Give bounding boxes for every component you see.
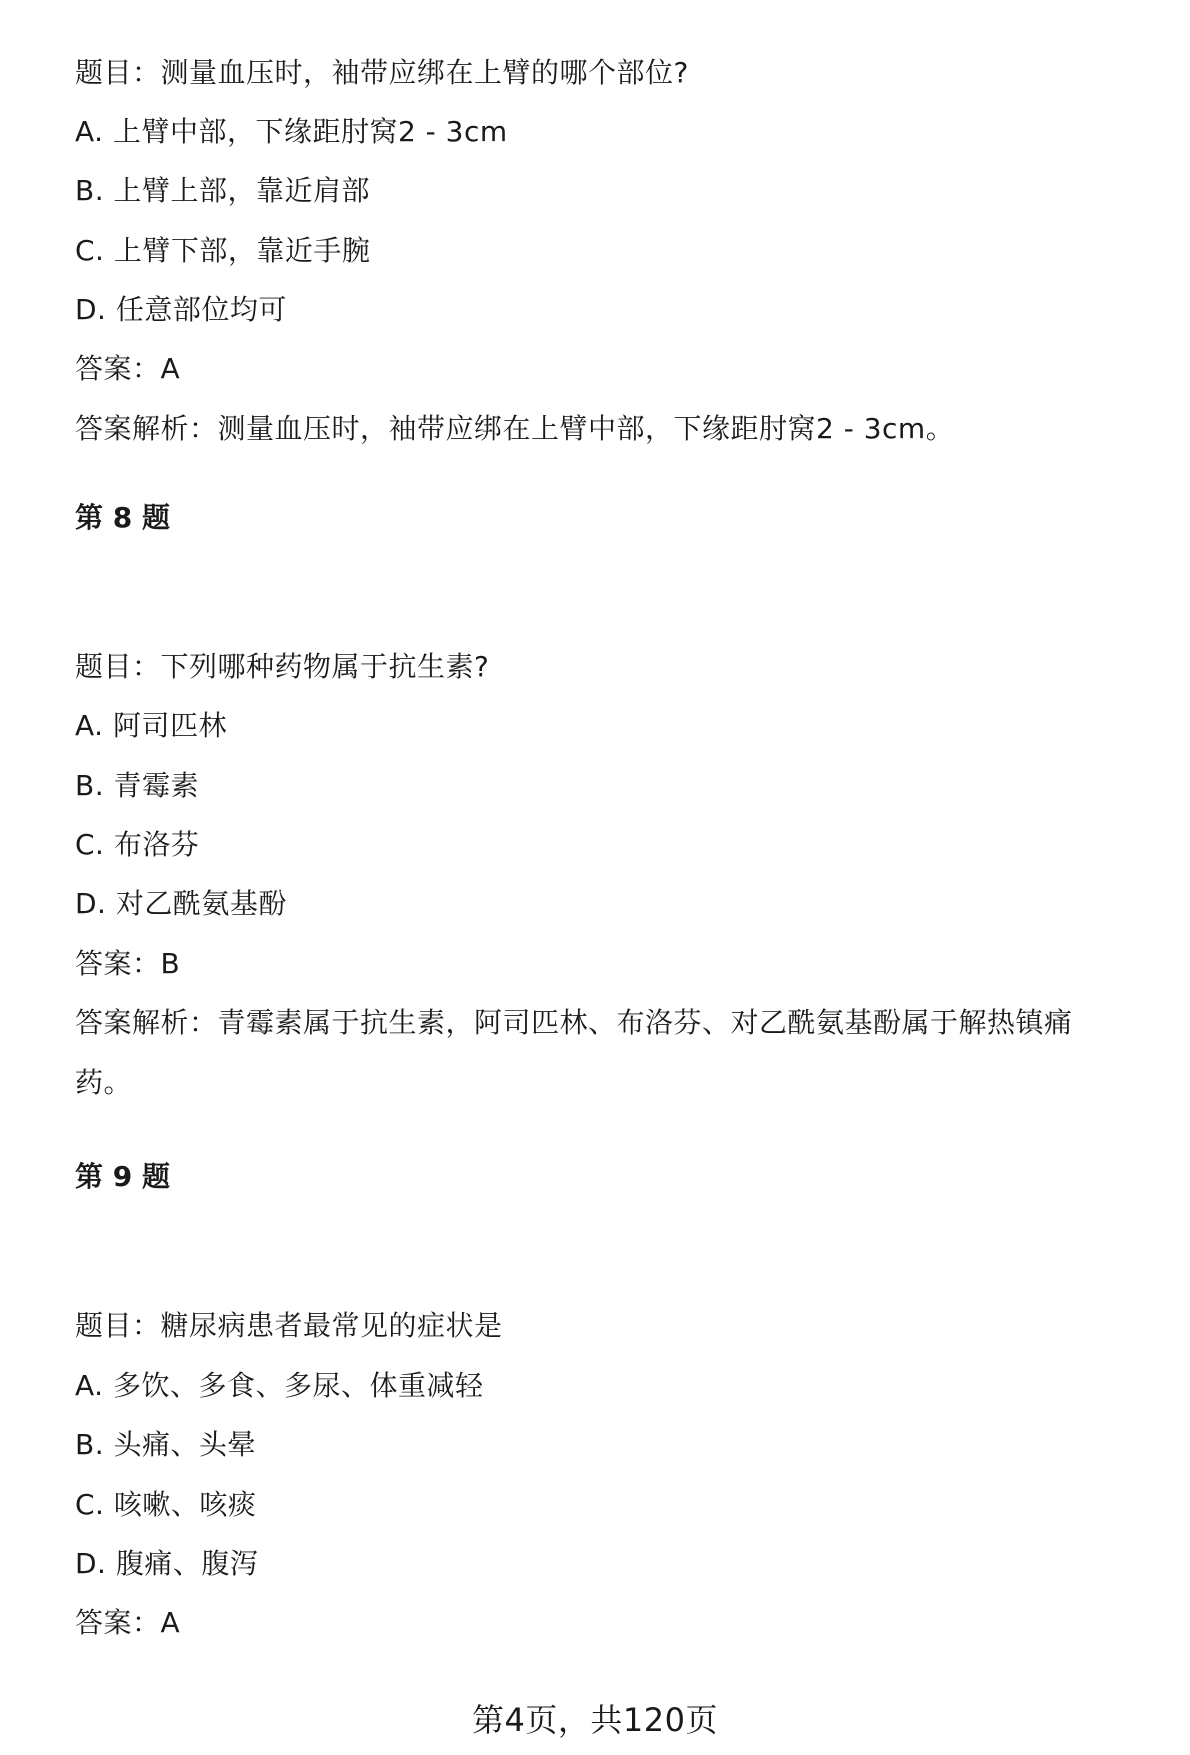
question-9-answer: 答案：A: [75, 1606, 181, 1639]
question-9-option-b: B. 头痛、头晕: [75, 1428, 257, 1461]
question-9-option-d: D. 腹痛、腹泻: [75, 1547, 259, 1580]
question-9-text: 题目：糖尿病患者最常见的症状是: [75, 1309, 503, 1342]
question-7-analysis: 答案解析：测量血压时，袖带应绑在上臂中部，下缘距肘窝2 - 3cm。: [75, 412, 955, 445]
question-7-text: 题目：测量血压时，袖带应绑在上臂的哪个部位?: [75, 56, 689, 89]
question-8-answer: 答案：B: [75, 947, 181, 980]
question-8-heading: 第 8 题: [75, 501, 170, 534]
question-7-option-d: D. 任意部位均可: [75, 293, 287, 326]
question-7-option-a: A. 上臂中部，下缘距肘窝2 - 3cm: [75, 115, 508, 148]
page-number: 第4页，共120页: [472, 1701, 718, 1739]
question-9-heading: 第 9 题: [75, 1160, 170, 1193]
question-8-option-d: D. 对乙酰氨基酚: [75, 887, 287, 920]
question-9-option-a: A. 多饮、多食、多尿、体重减轻: [75, 1369, 484, 1402]
question-7-answer: 答案：A: [75, 352, 181, 385]
question-8-option-b: B. 青霉素: [75, 769, 200, 802]
question-8-analysis: 答案解析：青霉素属于抗生素，阿司匹林、布洛芬、对乙酰氨基酚属于解热镇痛药。: [75, 1006, 1073, 1099]
question-8-option-a: A. 阿司匹林: [75, 709, 227, 742]
question-9-option-c: C. 咳嗽、咳痰: [75, 1488, 257, 1521]
question-8-option-c: C. 布洛芬: [75, 828, 200, 861]
question-8-text: 题目：下列哪种药物属于抗生素?: [75, 650, 490, 683]
question-7-option-b: B. 上臂上部，靠近肩部: [75, 174, 371, 207]
question-7-option-c: C. 上臂下部，靠近手腕: [75, 234, 371, 267]
